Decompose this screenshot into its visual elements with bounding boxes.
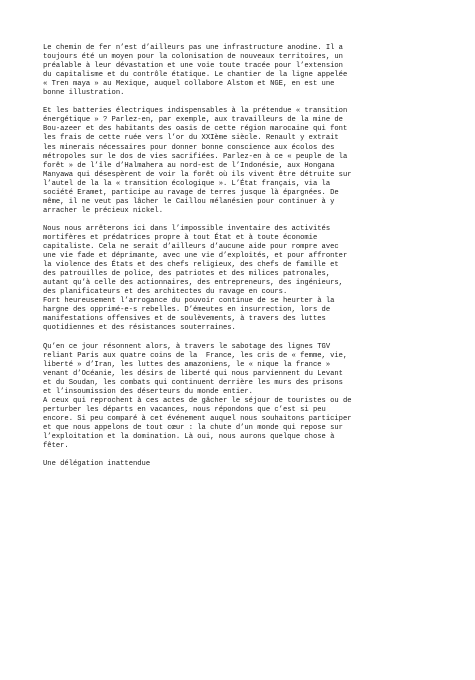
text-line: capitaliste. Cela ne serait d’ailleurs d’aucune aide pour rompre avec	[43, 243, 339, 252]
text-line: Nous nous arrêterons ici dans l’impossible inventaire des activités	[43, 224, 331, 233]
text-line: Et les batteries électriques indispensables à la prétendue « transition	[43, 107, 348, 116]
text-line: une vie fade et déprimante, avec une vie d’exploités, et pour affronter	[43, 252, 348, 261]
text-line: Manyawa qui désespèrent de voir la forêt où ils vivent être détruite sur	[43, 170, 352, 179]
text-line: des patrouilles de police, des patriotes et des milices patronales,	[43, 270, 331, 279]
text-line: Qu’en ce jour résonnent alors, à travers le sabotage des lignes TGV	[43, 342, 331, 351]
text-line: reliant Paris aux quatre coins de la France, les cris de « femme, vie,	[43, 351, 348, 360]
paragraph-railway	[43, 44, 443, 98]
text-line: métropoles sur le dos de vies sacrifiées. Parlez-en à ce « peuple de la	[43, 152, 348, 161]
text-line: l’autel de la la « transition écologique ». L’État français, via la	[43, 179, 331, 188]
paragraph-inventory	[43, 225, 443, 334]
text-line: préalable à leur dévastation et une voie toute tracée pour l’extension	[43, 62, 343, 71]
text-line: Fort heureusement l’arrogance du pouvoir continue de se heurter à la	[43, 297, 335, 306]
paragraph-sabotage	[43, 343, 443, 452]
text-line: venant d’Océanie, les désirs de liberté qui nous parviennent du Levant	[43, 369, 343, 378]
text-line: l’exploitation et la domination. Là oui, nous aurons quelque chose à	[43, 433, 335, 442]
text-line: « Tren maya » au Mexique, auquel collabore Alstom et NGE, en est une	[43, 80, 335, 89]
text-line: société Eramet, participe au ravage de terres jusque là épargnées. De	[43, 188, 339, 197]
text-line: et l’insoumission des déserteurs du monde entier.	[43, 387, 253, 396]
text-line: même, il ne veut pas lâcher le Caillou mélanésien pour continuer à y	[43, 197, 335, 206]
text-line: encore. Si peu comparé à cet événement auquel nous souhaitons participer	[43, 414, 352, 423]
signature-line: Une délégation inattendue	[43, 460, 151, 469]
text-line: liberté » d’Iran, les luttes des amazoniens, le « nique la france »	[43, 360, 331, 369]
text-line: fêter.	[43, 442, 69, 451]
paragraph-batteries	[43, 107, 443, 216]
text-line: autant qu’à celle des actionnaires, des entrepreneurs, des ingénieurs,	[43, 279, 343, 288]
text-line: A ceux qui reprochent à ces actes de gâcher le séjour de touristes ou de	[43, 396, 352, 405]
text-line: quotidiennes et des résistances souterraines.	[43, 324, 236, 333]
text-line: du capitalisme et du contrôle étatique. Le chantier de la ligne appelée	[43, 71, 348, 80]
signature	[43, 460, 443, 469]
text-line: bonne illustration.	[43, 89, 125, 98]
text-line: arracher le précieux nickel.	[43, 206, 163, 215]
text-line: Bou-azeer et des habitants des oasis de cette région marocaine qui font	[43, 125, 348, 134]
text-line: et du Soudan, les combats qui continuent derrière les murs des prisons	[43, 378, 343, 387]
text-line: la violence des États et des chefs religieux, des chefs de famille et	[43, 261, 339, 270]
text-line: toujours été un moyen pour la colonisation de nouveaux territoires, un	[43, 53, 343, 62]
text-line: énergétique » ? Parlez-en, par exemple, aux travailleurs de la mine de	[43, 116, 343, 125]
text-line: mortifères et prédatrices propre à tout État et à toute économie	[43, 233, 318, 242]
text-line: perturber les départs en vacances, nous répondons que c’est si peu	[43, 405, 326, 414]
text-line: Le chemin de fer n’est d’ailleurs pas une infrastructure anodine. Il a	[43, 44, 343, 52]
document-page	[43, 44, 443, 478]
text-line: des planificateurs et des architectes du ravage en cours.	[43, 288, 288, 297]
text-line: manifestations offensives et de soulèvements, à travers des luttes	[43, 315, 326, 324]
text-line: les frais de cette ruée vers l’or du XXIème siècle. Renault y extrait	[43, 134, 339, 143]
text-line: forêt » de l’île d’Halmahera au nord-est de l’Indonésie, aux Hongana	[43, 161, 335, 170]
text-line: et que nous appelons de tout cœur : la chute d’un monde qui repose sur	[43, 423, 343, 432]
text-line: hargne des opprimé-e-s rebelles. D’émeutes en insurrection, lors de	[43, 306, 331, 315]
text-line: les minerais nécessaires pour donner bonne conscience aux écolos des	[43, 143, 335, 152]
